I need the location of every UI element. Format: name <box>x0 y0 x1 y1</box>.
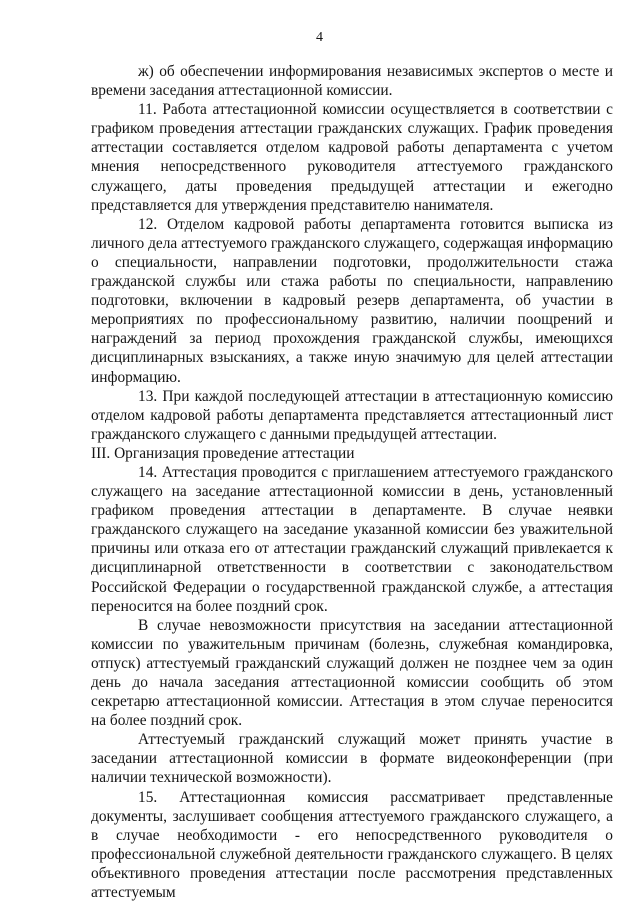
paragraph-absence: В случае невозможности присутствия на заседании аттестационной комиссии по уважительным причинам (болезнь, служебная командировка, отпуск) аттестуемый гражданский служащий должен не позднее чем за один день до начала заседания аттестационной комиссии сообщить об этом секретарю аттестационной комиссии. Аттестация в этом случае переносится на более поздний срок. <box>91 616 613 730</box>
paragraph-videoconference: Аттестуемый гражданский служащий может принять участие в заседании аттестационной комиссии в формате видеоконференции (при наличии технической возможности). <box>91 731 613 787</box>
paragraph-14: 14. Аттестация проводится с приглашением аттестуемого гражданского служащего на заседание аттестационной комиссии в день, установленный графиком проведения аттестации в департаменте. В случае неявки гражданского служащего на заседание указанной комиссии без уважительной причины или отказа его от аттестации гражданский служащий привлекается к дисциплинарной ответственности в соответствии с законодательством Российской Федерации о государственной гражданской службе, а аттестация переносится на более поздний срок. <box>91 463 613 615</box>
section-heading: III. Организация проведение аттестации <box>91 444 355 462</box>
paragraph-11: 11. Работа аттестационной комиссии осуществляется в соответствии с графиком проведения аттестации гражданских служащих. График проведения аттестации составляется отделом кадровой работы департамента с учетом мнения непосредственного руководителя аттестуемого гражданского служащего, даты проведения предыдущей аттестации и ежегодно представляется для утверждения представителю нанимателя. <box>91 101 613 214</box>
paragraph-zh: ж) об обеспечении информирования независимых экспертов о месте и времени заседания аттестационной комиссии. <box>91 63 613 100</box>
paragraph-15: 15. Аттестационная комиссия рассматривает представленные документы, заслушивает сообщения аттестуемого гражданского служащего, а в случае необходимости - его непосредственного руководителя о профессиональной служебной деятельности гражданского служащего. В целях объективного проведения аттестации после рассмотрения представленных аттестуемым <box>91 788 613 902</box>
paragraphs-before <box>91 62 613 444</box>
paragraph-12: 12. Отделом кадровой работы департамента готовится выписка из личного дела аттестуемого гражданского служащего, содержащая информацию о специальности, направлении подготовки, продолжительности стажа гражданской службы или стажа работы по специальности, направлению подготовки, включении в кадровый резерв департамента, об участии в мероприятиях по профессиональному развитию, наличии поощрений и награждений за период прохождения гражданской службы, имеющихся дисциплинарных взысканиях, а также иную значимую для целей аттестации информацию. <box>91 215 613 386</box>
document-body <box>91 62 613 902</box>
page-number: 4 <box>316 30 323 45</box>
paragraphs-after <box>91 463 613 902</box>
paragraph-13: 13. При каждой последующей аттестации в аттестационную комиссию отделом кадровой работы департамента представляется аттестационный лист гражданского служащего с данными предыдущей аттестации. <box>91 387 613 443</box>
